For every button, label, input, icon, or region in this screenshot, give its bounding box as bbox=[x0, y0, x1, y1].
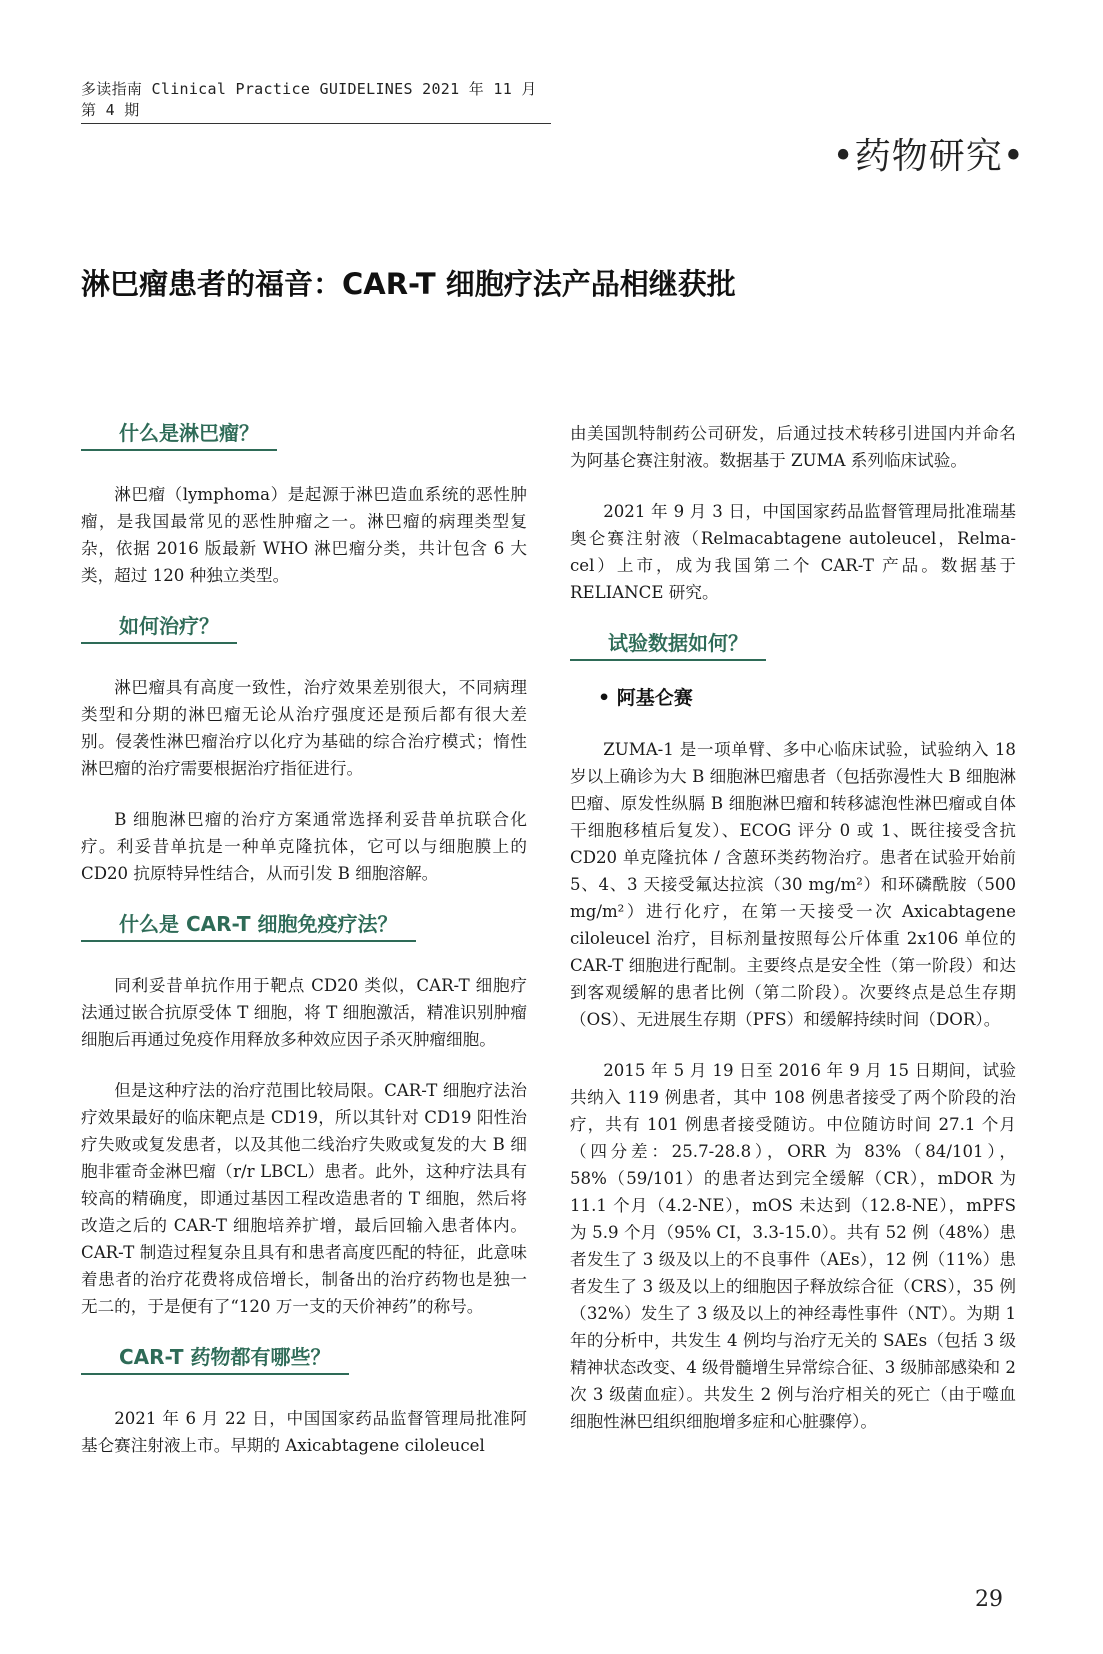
right-column bbox=[570, 420, 1016, 1435]
journal-header: 多读指南 Clinical Practice GUIDELINES 2021 年 11 月第 4 期 bbox=[81, 78, 551, 124]
heading-trial-data: 试验数据如何？ bbox=[570, 630, 766, 661]
paragraph: 但是这种疗法的治疗范围比较局限。CAR-T 细胞疗法治疗效果最好的临床靶点是 CD19，所以其针对 CD19 阳性治疗失败或复发患者，以及其他二线治疗失败或复发的大 B 细胞非霍奇金淋巴瘤（r/r LBCL）患者。此外，这种疗法具有较高的精确度，即通过基因工程改造患者的 T 细胞，然后将改造之后的 CAR-T 细胞培养扩增，最后回输入患者体内。CAR-T 制造过程复杂且具有和患者高度匹配的特征，此意味着患者的治疗花费将成倍增长，制备出的治疗药物也是独一无二的，于是便有了“120 万一支的天价神药”的称号。 bbox=[81, 1081, 527, 1316]
paragraph: 淋巴瘤（lymphoma）是起源于淋巴造血系统的恶性肿瘤，是我国最常见的恶性肿瘤之一。淋巴瘤的病理类型复杂，依据 2016 版最新 WHO 淋巴瘤分类，共计包含 6 大类，超过 120 种独立类型。 bbox=[81, 485, 527, 585]
section-label: •药物研究• bbox=[832, 136, 1025, 177]
left-column bbox=[81, 420, 527, 1459]
heading-how-to-treat: 如何治疗？ bbox=[81, 613, 237, 644]
paragraph: ZUMA-1 是一项单臂、多中心临床试验，试验纳入 18 岁以上确诊为大 B 细胞淋巴瘤患者（包括弥漫性大 B 细胞淋巴瘤、原发性纵膈 B 细胞淋巴瘤和转移滤泡性淋巴瘤或自体干细胞移植后复发）、ECOG 评分 0 或 1、既往接受含抗 CD20 单克隆抗体 / 含蒽环类药物治疗。患者在试验开始前 5、4、3 天接受氟达拉滨（30 mg/m²）和环磷酰胺（500 mg/m²）进行化疗，在第一天接受一次 Axicabtagene ciloleucel 治疗，目标剂量按照每公斤体重 2x106 单位的 CAR-T 细胞进行配制。主要终点是安全性（第一阶段）和达到客观缓解的患者比例（第二阶段）。次要终点是总生存期（OS）、无进展生存期（PFS）和缓解持续时间（DOR）。 bbox=[570, 740, 1016, 1029]
paragraph: 2021 年 6 月 22 日，中国国家药品监督管理局批准阿基仑赛注射液上市。早期的 Axicabtagene ciloleucel bbox=[81, 1409, 527, 1455]
heading-what-is-lymphoma: 什么是淋巴瘤？ bbox=[81, 420, 277, 451]
article-title: 淋巴瘤患者的福音：CAR-T 细胞疗法产品相继获批 bbox=[81, 267, 736, 301]
heading-car-t-therapy: 什么是 CAR-T 细胞免疫疗法？ bbox=[81, 911, 416, 942]
paragraph: 淋巴瘤具有高度一致性，治疗效果差别很大，不同病理类型和分期的淋巴瘤无论从治疗强度还是预后都有很大差别。侵袭性淋巴瘤治疗以化疗为基础的综合治疗模式；惰性淋巴瘤的治疗需要根据治疗指征进行。 bbox=[81, 678, 527, 778]
page-number: 29 bbox=[975, 1587, 1003, 1612]
paragraph: 2015 年 5 月 19 日至 2016 年 9 月 15 日期间，试验共纳入 119 例患者，其中 108 例患者接受了两个阶段的治疗，共有 101 例患者接受随访。中位随访时间 27.1 个月（四分差：25.7-28.8），ORR 为 83%（84/101），58%（59/101）的患者达到完全缓解（CR），mDOR 为 11.1 个月（4.2-NE），mOS 未达到（12.8-NE），mPFS 为 5.9 个月（95% CI，3.3-15.0）。共有 52 例（48%）患者发生了 3 级及以上的不良事件（AEs），12 例（11%）患者发生了 3 级及以上的细胞因子释放综合征（CRS），35 例（32%）发生了 3 级及以上的神经毒性事件（NT）。为期 1 年的分析中，共发生 4 例均与治疗无关的 SAEs（包括 3 级精神状态改变、4 级骨髓增生异常综合征、3 级肺部感染和 2 次 3 级菌血症）。共发生 2 例与治疗相关的死亡（由于噬血细胞性淋巴组织细胞增多症和心脏骤停）。 bbox=[570, 1061, 1016, 1431]
paragraph: 2021 年 9 月 3 日，中国国家药品监督管理局批准瑞基奥仑赛注射液（Relmacabtagene autoleucel，Relma-cel）上市，成为我国第二个 CAR-T 产品。数据基于 RELIANCE 研究。 bbox=[570, 502, 1016, 602]
paragraph: 同利妥昔单抗作用于靶点 CD20 类似，CAR-T 细胞疗法通过嵌合抗原受体 T 细胞，将 T 细胞激活，精准识别肿瘤细胞后再通过免疫作用释放多种效应因子杀灭肿瘤细胞。 bbox=[81, 976, 527, 1049]
heading-car-t-drugs: CAR-T 药物都有哪些？ bbox=[81, 1344, 349, 1375]
paragraph: B 细胞淋巴瘤的治疗方案通常选择利妥昔单抗联合化疗。利妥昔单抗是一种单克隆抗体，它可以与细胞膜上的 CD20 抗原特异性结合，从而引发 B 细胞溶解。 bbox=[81, 810, 527, 883]
paragraph: 由美国凯特制药公司研发，后通过技术转移引进国内并命名为阿基仑赛注射液。数据基于 ZUMA 系列临床试验。 bbox=[570, 424, 1016, 470]
bullet-heading-axi-cel: • 阿基仑赛 bbox=[598, 687, 693, 709]
